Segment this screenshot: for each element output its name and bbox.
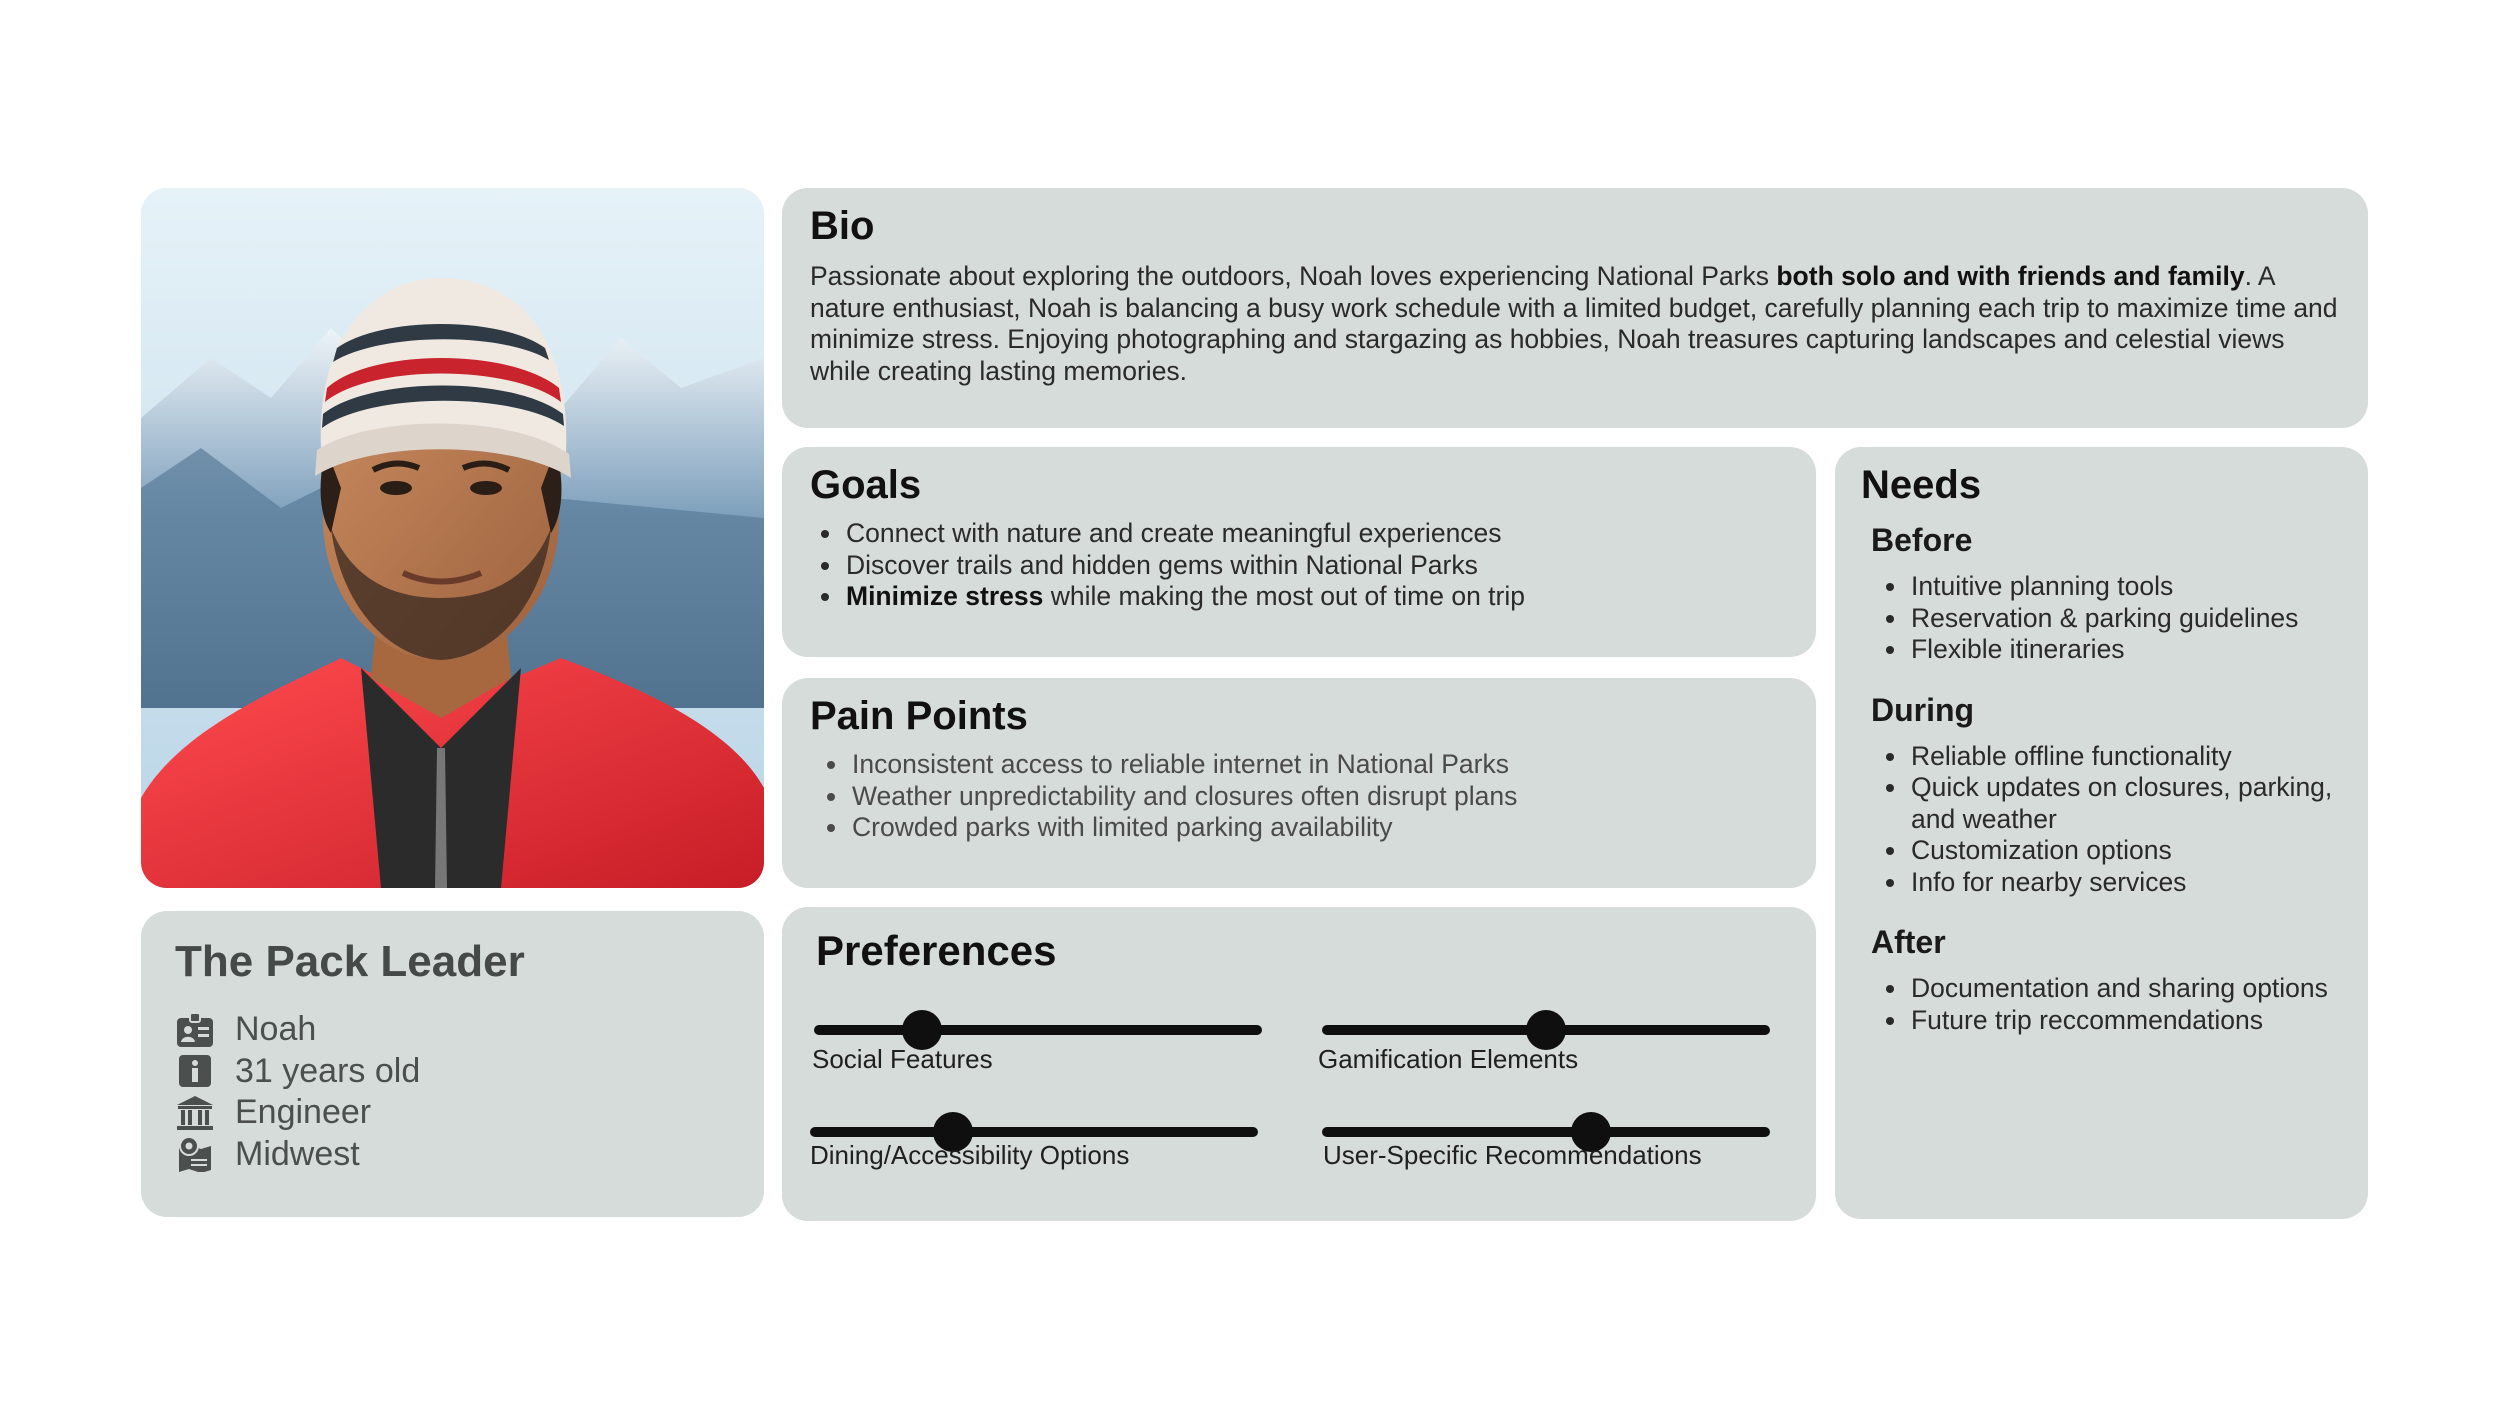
goal-item-emphasis: Minimize stress — [846, 581, 1044, 611]
needs-item: • Quick updates on closures, parking, and weather — [1909, 772, 2342, 835]
identity-row-age — [175, 1051, 730, 1093]
needs-item: • Future trip reccommendations — [1909, 1005, 2342, 1037]
goal-item — [844, 581, 1788, 613]
needs-item: • Reliable offline functionality — [1909, 741, 2342, 773]
identity-row-location — [175, 1134, 730, 1176]
preferences-title: Preferences — [816, 927, 1057, 974]
goals-list — [810, 518, 1788, 613]
needs-before-heading: Before — [1871, 522, 1973, 558]
needs-after-heading: After — [1871, 924, 1946, 960]
slider-track — [1322, 1127, 1770, 1137]
bio-title: Bio — [810, 204, 875, 248]
preferences-card — [782, 907, 1816, 1221]
persona-photo — [141, 188, 764, 888]
pain-point-item: • Weather unpredictability and closures often disrupt plans — [850, 781, 1788, 813]
needs-item: • Customization options — [1909, 835, 2342, 867]
pain-points-list — [810, 749, 1788, 844]
info-icon — [175, 1052, 215, 1090]
needs-item: • Documentation and sharing options — [1909, 973, 2342, 1005]
needs-title: Needs — [1861, 463, 1982, 507]
needs-before-list — [1861, 571, 2342, 666]
bank-icon — [175, 1094, 215, 1132]
bio-text-start: Passionate about exploring the outdoors, Noah loves experiencing National Parks — [810, 261, 1777, 291]
goal-item: • Connect with nature and create meaningful experiences — [844, 518, 1788, 550]
bio-card — [782, 188, 2368, 428]
needs-card — [1835, 447, 2368, 1219]
needs-item: • Reservation & parking guidelines — [1909, 603, 2342, 635]
persona-occupation: Engineer — [235, 1093, 372, 1132]
map-pin-icon — [175, 1135, 215, 1173]
slider-label-social-features: Social Features — [812, 1044, 993, 1074]
identity-card — [141, 911, 764, 1217]
bio-text-end: . A nature enthusiast, Noah is balancing a busy work schedule with a limited budget, carefully planning each trip to maximize time and minimize stress. Enjoying photographing and stargazing as hobbies, Noah treasures capturing landscapes and celestial views while creating lasting memories. — [810, 261, 2338, 386]
pain-points-title: Pain Points — [810, 694, 1028, 738]
persona-location: Midwest — [235, 1134, 360, 1173]
needs-item: • Flexible itineraries — [1909, 634, 2342, 666]
persona-photo-illustration — [141, 188, 764, 888]
needs-during-heading: During — [1871, 691, 1975, 728]
persona-age: 31 years old — [235, 1051, 421, 1090]
goals-card — [782, 447, 1816, 657]
pain-point-item: • Crowded parks with limited parking availability — [850, 812, 1788, 844]
pain-points-card — [782, 678, 1816, 888]
slider-label-gamification-elements: Gamification Elements — [1318, 1044, 1579, 1074]
id-card-icon — [175, 1011, 215, 1049]
needs-after-list — [1861, 973, 2342, 1036]
bio-text — [810, 261, 2340, 387]
goal-item-rest: while making the most out of time on trip — [1043, 581, 1525, 611]
slider-label-user-specific-recommendations: User-Specific Recommendations — [1323, 1140, 1702, 1170]
pain-point-item: • Inconsistent access to reliable internet in National Parks — [850, 749, 1788, 781]
needs-item: • Info for nearby services — [1909, 867, 2342, 899]
identity-row-name — [175, 1009, 730, 1051]
goals-title: Goals — [810, 463, 922, 507]
persona-title: The Pack Leader — [175, 937, 525, 986]
slider-track — [814, 1025, 1262, 1035]
slider-label-dining-accessibility: Dining/Accessibility Options — [810, 1140, 1130, 1170]
slider-track — [810, 1127, 1258, 1137]
goal-item: • Discover trails and hidden gems within National Parks — [844, 550, 1788, 582]
needs-during-list — [1861, 741, 2342, 899]
persona-name: Noah — [235, 1010, 317, 1049]
needs-item: • Intuitive planning tools — [1909, 571, 2342, 603]
identity-row-occupation — [175, 1092, 730, 1134]
bio-text-emphasis: both solo and with friends and family — [1776, 261, 2245, 291]
